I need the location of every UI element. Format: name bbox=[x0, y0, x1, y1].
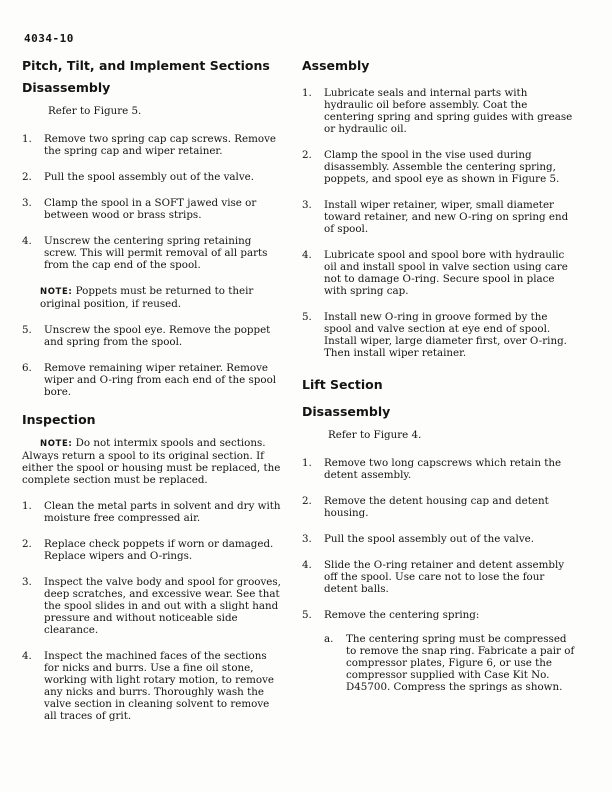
list-item: 1. Clean the metal parts in solvent and dry with moisture free compressed air. bbox=[22, 500, 281, 524]
list-item: 2. Replace check poppets if worn or damaged. Replace wipers and O-rings. bbox=[22, 538, 274, 562]
list-item: 4. Slide the O-ring retainer and detent assembly off the spool. Use care not to lose the four detent balls. bbox=[302, 559, 565, 595]
list-item: 1. Remove two spring cap cap screws. Remove the spring cap and wiper retainer. bbox=[22, 133, 276, 157]
heading-lift-disassembly: Disassembly bbox=[302, 404, 391, 419]
right-column bbox=[302, 58, 578, 707]
list-item: 4. Unscrew the centering spring retaining screw. This will permit removal of all parts from the cap end of the spool. bbox=[22, 235, 268, 271]
section-title-pitch-tilt: Pitch, Tilt, and Implement Sections bbox=[22, 58, 270, 73]
note-intermix bbox=[22, 437, 284, 486]
lift-disassembly-steps bbox=[302, 457, 578, 693]
list-item: 3. Inspect the valve body and spool for grooves, deep scratches, and excessive wear. See that the spool slides in and out with a slight hand pressure and without noticeable side clearance. bbox=[22, 576, 281, 636]
list-item: 3. Clamp the spool in a SOFT jawed vise or between wood or brass strips. bbox=[22, 197, 257, 221]
intro-refer-figure-4: Refer to Figure 4. bbox=[328, 429, 422, 441]
list-item: 5. Remove the centering spring: a. The centering spring must be compressed to remove the snap ring. Fabricate a pair of compressor plates, Figure 6, or use the compressor supplied with Case Kit No. D45700. Compress the springs as shown. bbox=[302, 609, 578, 693]
list-item: 1. Remove two long capscrews which retain the detent assembly. bbox=[302, 457, 562, 481]
list-item: 3. Pull the spool assembly out of the valve. bbox=[302, 533, 535, 545]
disassembly-steps bbox=[22, 133, 284, 271]
list-item: 2. Remove the detent housing cap and detent housing. bbox=[302, 495, 549, 519]
intro-refer-figure-5: Refer to Figure 5. bbox=[48, 105, 142, 117]
list-item: 4. Inspect the machined faces of the sections for nicks and burrs. Use a fine oil stone, working with light rotary motion, to remove any nicks and burrs. Thoroughly wash the valve section in cleaning solvent to remove all traces of grit. bbox=[22, 650, 275, 722]
inspection-steps bbox=[22, 500, 284, 722]
section-title-lift: Lift Section bbox=[302, 377, 383, 392]
list-item: 5. Install new O-ring in groove formed by the spool and valve section at eye end of spool. Install wiper, large diameter first, over O-ring. Then install wiper retainer. bbox=[302, 311, 567, 359]
left-column bbox=[22, 58, 284, 736]
heading-assembly: Assembly bbox=[302, 58, 370, 73]
disassembly-steps-continued bbox=[22, 324, 284, 398]
list-item: 2. Clamp the spool in the vise used during disassembly. Assemble the centering spring, poppets, and spool eye as shown in Figure 5. bbox=[302, 149, 560, 185]
page-number: 4034-10 bbox=[24, 32, 74, 45]
sub-step-a: a. The centering spring must be compressed to remove the snap ring. Fabricate a pair of compressor plates, Figure 6, or use the compressor supplied with Case Kit No. D45700. Compress the springs as shown. bbox=[324, 633, 575, 693]
note-poppets bbox=[22, 285, 284, 310]
list-item: 3. Install wiper retainer, wiper, small diameter toward retainer, and new O-ring on spring end of spool. bbox=[302, 199, 569, 235]
list-item: 2. Pull the spool assembly out of the valve. bbox=[22, 171, 255, 183]
note-text: Do not intermix spools and sections. Always return a spool to its original section. If either the spool or housing must be replaced, the complete section must be replaced. bbox=[22, 437, 281, 486]
list-item: 1. Lubricate seals and internal parts with hydraulic oil before assembly. Coat the centering spring and spring guides with grease or hydraulic oil. bbox=[302, 87, 573, 135]
note-label: NOTE: bbox=[40, 287, 73, 297]
list-item: 5. Unscrew the spool eye. Remove the poppet and spring from the spool. bbox=[22, 324, 271, 348]
note-text: Poppets must be returned to their original position, if reused. bbox=[40, 285, 254, 310]
heading-inspection: Inspection bbox=[22, 412, 96, 427]
heading-disassembly: Disassembly bbox=[22, 80, 111, 95]
assembly-steps bbox=[302, 87, 578, 359]
list-item: 4. Lubricate spool and spool bore with hydraulic oil and install spool in valve section using care not to damage O-ring. Secure spool in place with spring cap. bbox=[302, 249, 568, 297]
list-item: 6. Remove remaining wiper retainer. Remove wiper and O-ring from each end of the spool bore. bbox=[22, 362, 277, 398]
note-label: NOTE: bbox=[40, 439, 73, 449]
